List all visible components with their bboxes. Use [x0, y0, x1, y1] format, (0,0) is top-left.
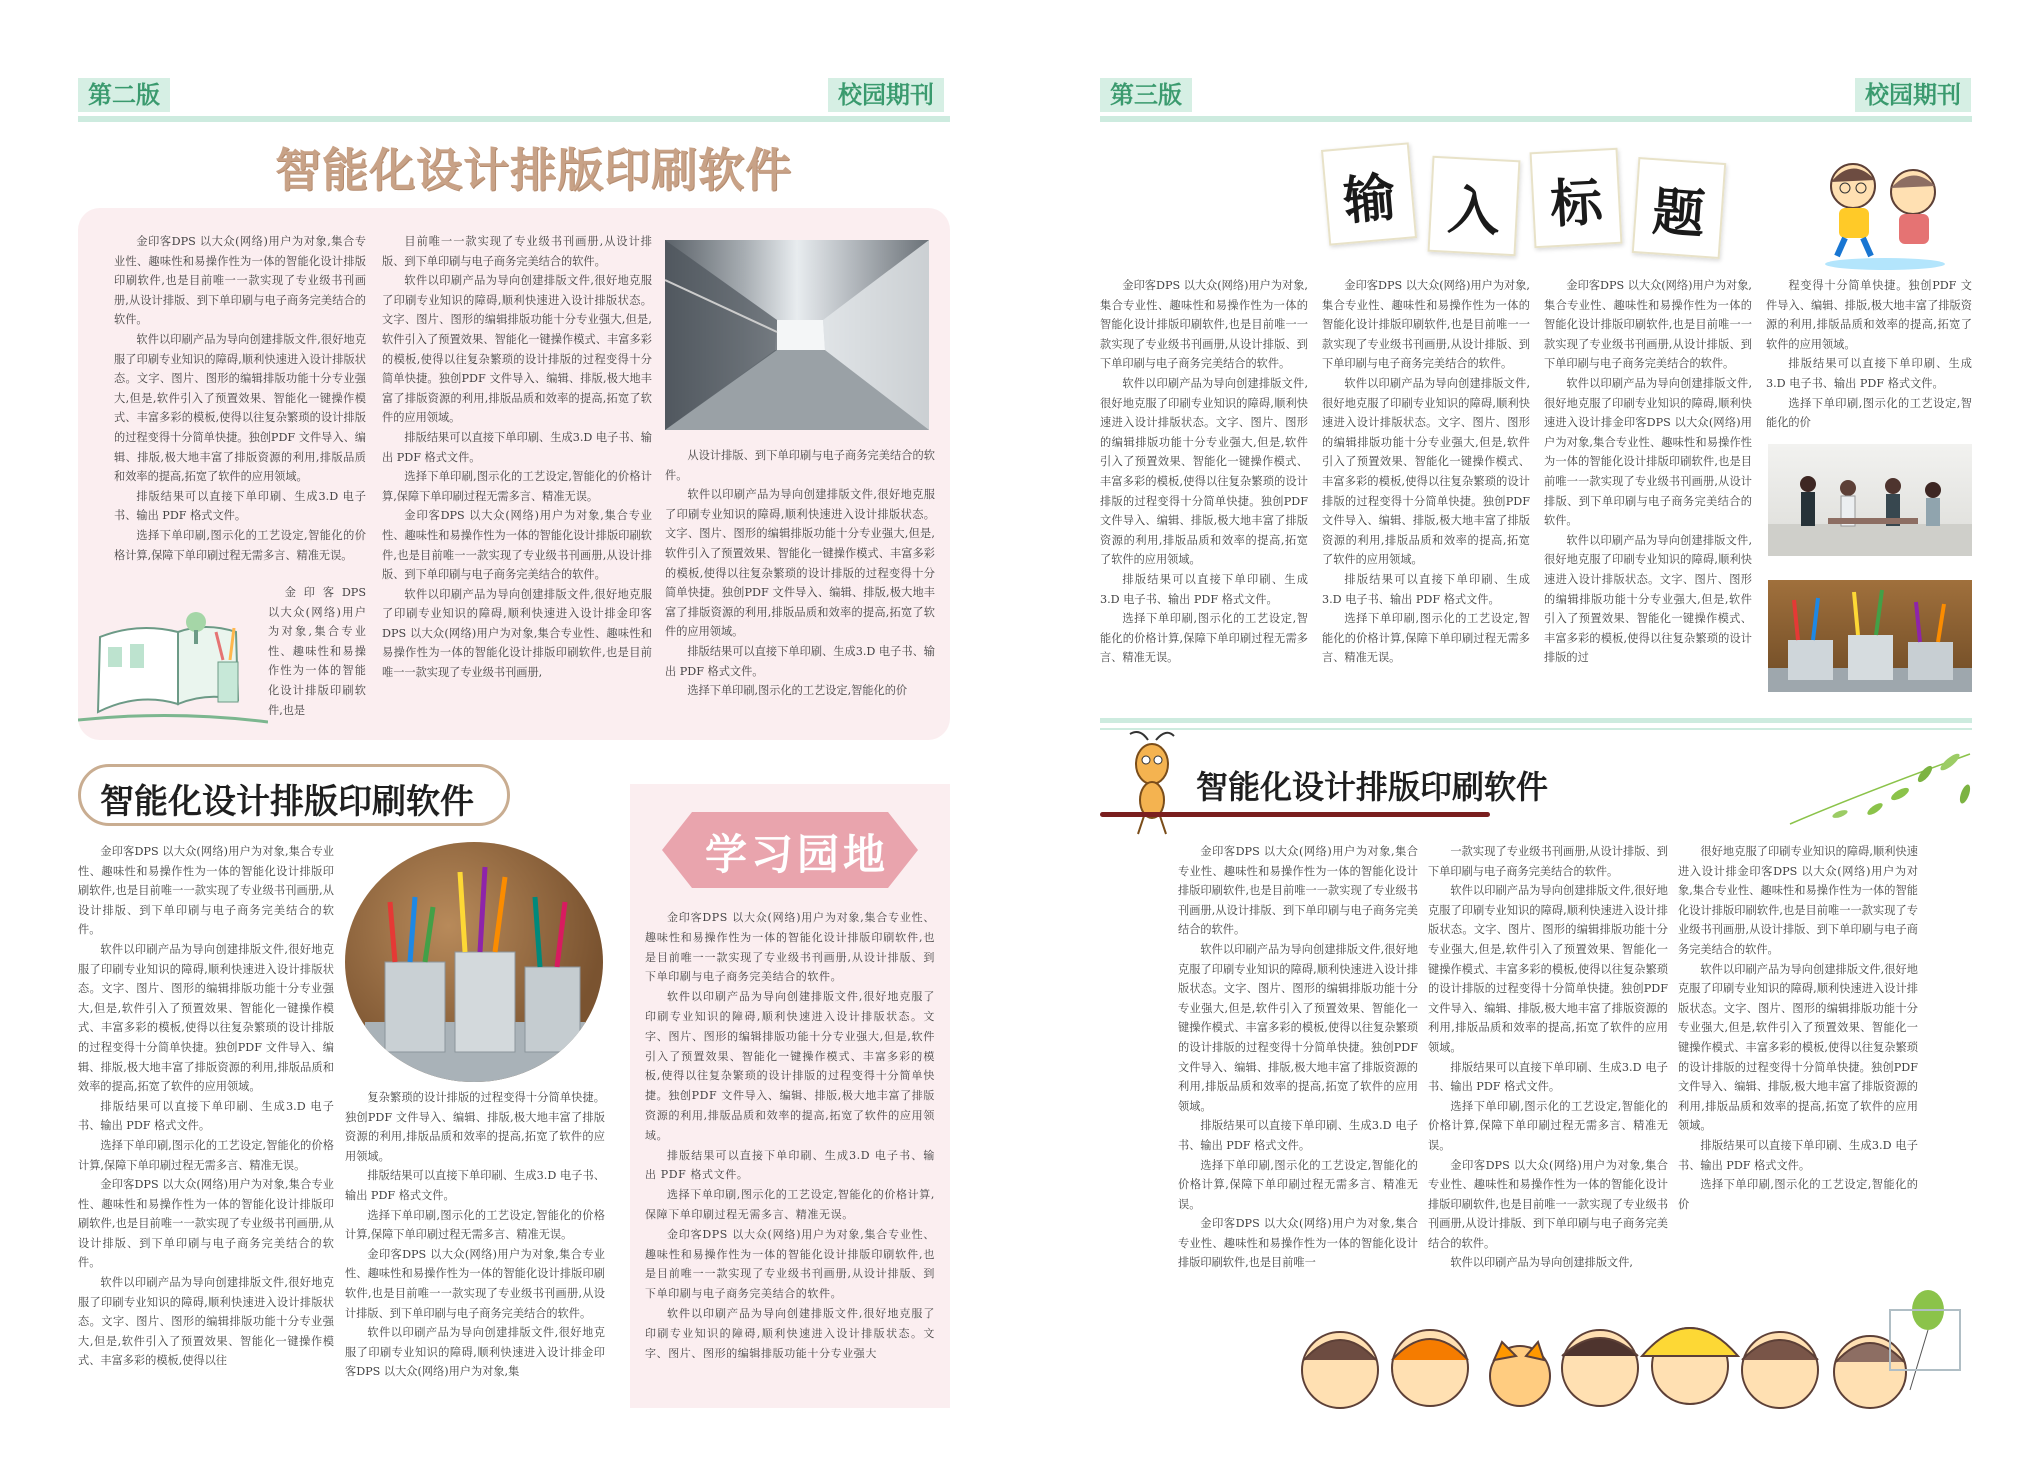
paragraph: 选择下单印刷,图示化的工艺设定,智能化的价格计算,保障下单印刷过程无需多言、精准无误。 — [1322, 612, 1530, 665]
kids-illustration — [1815, 152, 1955, 272]
meeting-photo — [1768, 444, 1972, 556]
paragraph: 软件以印刷产品为导向创建排版文件,很好地克服了印刷专业知识的障碍,顺利快速进入设计排版状态。文字、图片、图形的编辑排版功能十分专业强大,但是,软件引入了预置效果、智能化一键操作模式、丰富多彩的模板,使得以往复杂繁琐的设计排版的过程变得十分简单快捷。独创PDF 文件导入、编辑、排版,极大地丰富了排版资源的利用,排版品质和效率的提高,拓宽了软件的应用领域。 — [1322, 376, 1530, 567]
paragraph: 软件以印刷产品为导向创建排版文件,很好地克服了印刷专业知识的障碍,顺利快速进入设计排版状态。文字、图片、图形的编辑排版功能十分专业强大,但是,软件引入了预置效果、智能化一键操作模式、丰富多彩的模板,使得以往复杂繁琐的设计排版的过程变得十分简单快捷。独创PDF 文件导入、编辑、排版,极大地丰富了排版资源的利用,排版品质和效率的提高,拓宽了软件的应用领域。 — [1678, 962, 1918, 1133]
paragraph: 排版结果可以直接下单印刷、生成3.D 电子书、输出 PDF 格式文件。 — [1178, 1119, 1418, 1152]
children-illustration — [1280, 1290, 1970, 1430]
paragraph: 软件以印刷产品为导向创建排版文件,很好地克服了印刷专业知识的障碍,顺利快速进入设计排版状态。文字、图片、图形的编辑排版功能十分专业强大,但是,软件引入了预置效果、智能化一键操作模式、丰富多彩的模板,使得以往复杂繁琐的设计排版的过程变得十分简单快捷。独创PDF 文件导入、编辑、排版,极大地丰富了排版资源的利用,排版品质和效率的提高,拓宽了软件的应用领域。 — [1178, 942, 1418, 1113]
paragraph: 排版结果可以直接下单印刷、生成3.D 电子书、输出 PDF 格式文件。 — [1100, 572, 1308, 606]
block2-col2 — [345, 1088, 605, 1408]
paragraph: 排版结果可以直接下单印刷、生成3.D 电子书、输出 PDF 格式文件。 — [1766, 357, 1972, 390]
magazine-tag-left: 校园期刊 — [828, 78, 944, 112]
paragraph: 金印客DPS 以大众(网络)用户为对象,集合专业性、趣味性和易操作性为一体的智能化设计排版印刷软件,也是目前唯一一款实现了专业级书刊画册,从设计排版、到下单印刷与电子商务完美结合的软件。 — [114, 235, 366, 327]
paragraph: 排版结果可以直接下单印刷、生成3.D 电子书、输出 PDF 格式文件。 — [1678, 1138, 1918, 1172]
bottom-col2 — [1428, 842, 1668, 1302]
meeting-graphic — [1768, 444, 1972, 556]
paragraph: 排版结果可以直接下单印刷、生成3.D 电子书、输出 PDF 格式文件。 — [382, 430, 652, 464]
title-card-1: 输 — [1321, 142, 1417, 245]
bottom-title-underline — [1100, 812, 1490, 817]
right-divider-thin — [1100, 728, 1972, 730]
paragraph: 选择下单印刷,图示化的工艺设定,智能化的价 — [687, 684, 908, 698]
paragraph: 金印客DPS 以大众(网络)用户为对象,集合专业性、趣味性和易操作性为一体的智能化设计排版印刷软件,也是目前唯一一款实现了专业级书刊画册,从设计排版、到下单印刷与电子商务完美结合的软件。 — [1100, 279, 1308, 371]
title-card-2: 入 — [1428, 156, 1521, 256]
paragraph: 复杂繁琐的设计排版的过程变得十分简单快捷。独创PDF 文件导入、编辑、排版,极大地丰富了排版资源的利用,排版品质和效率的提高,拓宽了软件的应用领域。 — [345, 1091, 605, 1163]
paragraph: 从设计排版、到下单印刷与电子商务完美结合的软件。 — [665, 449, 935, 482]
magazine-tag-right: 校园期刊 — [1855, 78, 1971, 112]
pencils-rect-graphic — [1768, 580, 1972, 692]
block2-col1 — [78, 842, 334, 1408]
header-rule-left — [78, 116, 950, 122]
paragraph: 软件以印刷产品为导向创建排版文件,很好地克服了印刷专业知识的障碍,顺利快速进入设计排版状态。文字、图片、图形的编辑排版功能十分专业强大,但是,软件引入了预置效果、智能化一键操作模式、丰富多彩的模板,使得以往 — [78, 1276, 334, 1368]
paragraph: 选择下单印刷,图示化的工艺设定,智能化的价格计算,保障下单印刷过程无需多言、精准无误。 — [382, 470, 652, 503]
pencils-photo-circle — [345, 842, 603, 1082]
paragraph: 排版结果可以直接下单印刷、生成3.D 电子书、输出 PDF 格式文件。 — [1322, 572, 1530, 606]
paragraph: 排版结果可以直接下单印刷、生成3.D 电子书、输出 PDF 格式文件。 — [78, 1099, 334, 1133]
paragraph: 排版结果可以直接下单印刷、生成3.D 电子书、输出 PDF 格式文件。 — [345, 1169, 605, 1202]
right-top-col3 — [1544, 276, 1752, 706]
section-tag-left: 第二版 — [78, 78, 170, 112]
paragraph: 金印客DPS 以大众(网络)用户为对象,集合专业性、趣味性和易操作性为一体的智能化设计排版印刷软件,也是目前唯一一款实现了专业级书刊画册,从设计排版、到下单印刷与电子商务完美结合的软件。 — [78, 1178, 334, 1270]
section-tag-right: 第三版 — [1100, 78, 1192, 112]
paragraph: 一款实现了专业级书刊画册,从设计排版、到下单印刷与电子商务完美结合的软件。 — [1428, 845, 1668, 878]
paragraph: 选择下单印刷,图示化的工艺设定,智能化的价格计算,保障下单印刷过程无需多言、精准无误。 — [114, 528, 366, 562]
paragraph: 金印客DPS 以大众(网络)用户为对象,集合专业性、趣味性和易操作性为一体的智能化设计排版印刷软件,也是目前唯一一款实现了专业级书刊画册,从设计排版、到下单印刷与电子商务完美结合的软件。 — [645, 911, 935, 984]
paragraph: 很好地克服了印刷专业知识的障碍,顺利快速进入设计排金印客DPS 以大众(网络)用户为对象,集合专业性、趣味性和易操作性为一体的智能化设计排版印刷软件,也是目前唯一一款实现了专业级书刊画册,从设计排版、到下单印刷与电子商务完美结合的软件。 — [1678, 845, 1918, 956]
paragraph: 选择下单印刷,图示化的工艺设定,智能化的价格计算,保障下单印刷过程无需多言、精准无误。 — [1100, 612, 1308, 665]
right-top-col1 — [1100, 276, 1308, 706]
paragraph: 金印客DPS 以大众(网络)用户为对象,集合专业性、趣味性和易操作性为一体的智能化设计排版印刷软件,也是目前唯一一款实现了专业级书刊画册,从设计排版、到下单印刷与电子商务完美结合的软件。 — [345, 1247, 605, 1320]
paragraph: 软件以印刷产品为导向创建排版文件,很好地克服了印刷专业知识的障碍,顺利快速进入设计排版状态。文字、图片、图形的编辑排版功能十分专业强大,但是,软件引入了预置效果、智能化一键操作模式、丰富多彩的模板,使得以往复杂繁琐的设计排版的过程变得十分简单快捷。独创PDF 文件导入、编辑、排版,极大地丰富了排版资源的利用,排版品质和效率的提高,拓宽了软件的应用领域。 — [645, 990, 935, 1142]
paragraph: 软件以印刷产品为导向创建排版文件, — [1450, 1256, 1633, 1270]
paragraph: 软件以印刷产品为导向创建排版文件,很好地克服了印刷专业知识的障碍,顺利快速进入设计排金印客DPS 以大众(网络)用户为对象,集合专业性、趣味性和易操作性为一体的智能化设计排版印刷软件,也是目前唯一一款实现了专业级书刊画册, — [382, 587, 652, 680]
title-card-4: 题 — [1632, 157, 1726, 259]
block1-col1-tail-text: 金 印 客 DPS 以大众(网络)用户为对象,集合专业性、趣味性和易操作性为一体的智能化设计排版印刷软件,也是 — [268, 586, 366, 715]
paragraph: 金印客DPS 以大众(网络)用户为对象,集合专业性、趣味性和易操作性为一体的智能化设计排版印刷软件,也是目前唯一一款实现了专业级书刊画册,从设计排版、到下单印刷与电子商务完美结合的软件。 — [1544, 279, 1752, 371]
corridor-graphic — [665, 240, 929, 430]
paragraph: 软件以印刷产品为导向创建排版文件,很好地克服了印刷专业知识的障碍,顺利快速进入设计排版状态。文字、图片、图形的编辑排版功能十分专业强大,但是,软件引入了预置效果、智能化一键操作模式、丰富多彩的模板,使得以往复杂繁琐的设计排版的过程变得十分简单快捷。独创PDF 文件导入、编辑、排版,极大地丰富了排版资源的利用,排版品质和效率的提高,拓宽了软件的应用领域。 — [114, 332, 366, 484]
leaves-decoration — [1780, 734, 1980, 844]
paragraph: 软件以印刷产品为导向创建排版文件,很好地克服了印刷专业知识的障碍,顺利快速进入设计排版状态。文字、图片、图形的编辑排版功能十分专业强大,但是,软件引入了预置效果、智能化一键操作模式、丰富多彩的模板,使得以往复杂繁琐的设计排版的过程变得十分简单快捷。独创PDF 文件导入、编辑、排版,极大地丰富了排版资源的利用,排版品质和效率的提高,拓宽了软件的应用领域。 — [1428, 884, 1668, 1054]
paragraph: 选择下单印刷,图示化的工艺设定,智能化的价 — [1766, 396, 1972, 430]
paragraph: 软件以印刷产品为导向创建排版文件,很好地克服了印刷专业知识的障碍,顺利快速进入设计排金印客DPS 以大众(网络)用户为对象,集 — [345, 1326, 605, 1379]
block1-col3 — [665, 446, 935, 716]
paragraph: 程变得十分简单快捷。独创PDF 文件导入、编辑、排版,极大地丰富了排版资源的利用,排版品质和效率的提高,拓宽了软件的应用领域。 — [1766, 279, 1972, 351]
paragraph: 软件以印刷产品为导向创建排版文件,很好地克服了印刷专业知识的障碍,顺利快速进入设计排金印客DPS 以大众(网络)用户为对象,集合专业性、趣味性和易操作性为一体的智能化设计排版印刷软件,也是目前唯一一款实现了专业级书刊画册,从设计排版、到下单印刷与电子商务完美结合的软件。 — [1544, 376, 1752, 528]
paragraph: 金印客DPS 以大众(网络)用户为对象,集合专业性、趣味性和易操作性为一体的智能化设计排版印刷软件,也是目前唯一一款实现了专业级书刊画册,从设计排版、到下单印刷与电子商务完美结合的软件。 — [645, 1227, 935, 1301]
paragraph: 选择下单印刷,图示化的工艺设定,智能化的价格计算,保障下单印刷过程无需多言、精准无误。 — [1428, 1099, 1668, 1152]
bottom-col3 — [1678, 842, 1918, 1262]
study-text — [645, 908, 935, 1358]
paragraph: 软件以印刷产品为导向创建排版文件,很好地克服了印刷专业知识的障碍,顺利快速进入设计排版状态。文字、图片、图形的编辑排版功能十分专业强大,但是,软件引入了预置效果、智能化一键操作模式、丰富多彩的模板,使得以往复杂繁琐的设计排版的过程变得十分简单快捷。独创PDF 文件导入、编辑、排版,极大地丰富了排版资源的利用,排版品质和效率的提高,拓宽了软件的应用领域。 — [665, 488, 935, 639]
paragraph: 软件以印刷产品为导向创建排版文件,很好地克服了印刷专业知识的障碍,顺利快速进入设计排版状态。文字、图片、图形的编辑排版功能十分专业强大,但是,软件引入了预置效果、智能化一键操作模式、丰富多彩的模板,使得以往复杂繁琐的设计排版的过程变得十分简单快捷。独创PDF 文件导入、编辑、排版,极大地丰富了排版资源的利用,排版品质和效率的提高,拓宽了软件的应用领域。 — [78, 942, 334, 1094]
paragraph: 金印客DPS 以大众(网络)用户为对象,集合专业性、趣味性和易操作性为一体的智能化设计排版印刷软件,也是目前唯一一款实现了专业级书刊画册,从设计排版、到下单印刷与电子商务完美结合的软件。 — [1178, 845, 1418, 937]
block1-col1 — [114, 232, 366, 586]
paragraph: 软件以印刷产品为导向创建排版文件,很好地克服了印刷专业知识的障碍,顺利快速进入设计排版状态。文字、图片、图形的编辑排版功能十分专业强大,但是,软件引入了预置效果、智能化一键操作模式、丰富多彩的模板,使得以往复杂繁琐的设计排版的过程变得十分简单快捷。独创PDF 文件导入、编辑、排版,极大地丰富了排版资源的利用,排版品质和效率的提高,拓宽了软件的应用领域。 — [382, 274, 652, 425]
block2-title: 智能化设计排版印刷软件 — [100, 782, 474, 822]
study-title: 学习园地 — [705, 830, 890, 879]
paragraph: 选择下单印刷,图示化的工艺设定,智能化的价格计算,保障下单印刷过程无需多言、精准无误。 — [78, 1138, 334, 1172]
right-top-col4 — [1766, 276, 1972, 436]
pencils-graphic — [345, 842, 603, 1082]
paragraph: 选择下单印刷,图示化的工艺设定,智能化的价格计算,保障下单印刷过程无需多言、精准无误。 — [345, 1208, 605, 1242]
pencils-photo-rect — [1768, 580, 1972, 692]
paragraph: 软件以印刷产品为导向创建排版文件,很好地克服了印刷专业知识的障碍,顺利快速进入设计排版状态。文字、图片、图形的编辑排版功能十分专业强大 — [645, 1306, 935, 1358]
paragraph: 目前唯一一款实现了专业级书刊画册,从设计排版、到下单印刷与电子商务完美结合的软件。 — [382, 235, 652, 268]
bug-illustration — [1100, 730, 1200, 840]
paragraph: 软件以印刷产品为导向创建排版文件,很好地克服了印刷专业知识的障碍,顺利快速进入设计排版状态。文字、图片、图形的编辑排版功能十分专业强大,但是,软件引入了预置效果、智能化一键操作模式、丰富多彩的模板,使得以往复杂繁琐的设计排版的过 — [1544, 533, 1752, 665]
paragraph: 金印客DPS 以大众(网络)用户为对象,集合专业性、趣味性和易操作性为一体的智能化设计排版印刷软件,也是目前唯一 — [1178, 1217, 1418, 1270]
paragraph: 软件以印刷产品为导向创建排版文件,很好地克服了印刷专业知识的障碍,顺利快速进入设计排版状态。文字、图片、图形的编辑排版功能十分专业强大,但是,软件引入了预置效果、智能化一键操作模式、丰富多彩的模板,使得以往复杂繁琐的设计排版的过程变得十分简单快捷。独创PDF 文件导入、编辑、排版,极大地丰富了排版资源的利用,排版品质和效率的提高,拓宽了软件的应用领域。 — [1100, 376, 1308, 567]
header-rule-right — [1100, 116, 1972, 122]
corridor-photo — [665, 240, 929, 430]
paragraph: 排版结果可以直接下单印刷、生成3.D 电子书、输出 PDF 格式文件。 — [645, 1148, 935, 1182]
paragraph: 金印客DPS 以大众(网络)用户为对象,集合专业性、趣味性和易操作性为一体的智能化设计排版印刷软件,也是目前唯一一款实现了专业级书刊画册,从设计排版、到下单印刷与电子商务完美结合的软件。 — [382, 509, 652, 582]
right-top-col2 — [1322, 276, 1530, 706]
book-illustration — [78, 592, 268, 730]
paragraph: 排版结果可以直接下单印刷、生成3.D 电子书、输出 PDF 格式文件。 — [114, 489, 366, 523]
paragraph: 金印客DPS 以大众(网络)用户为对象,集合专业性、趣味性和易操作性为一体的智能化设计排版印刷软件,也是目前唯一一款实现了专业级书刊画册,从设计排版、到下单印刷与电子商务完美结合的软件。 — [1322, 279, 1530, 371]
paragraph: 金印客DPS 以大众(网络)用户为对象,集合专业性、趣味性和易操作性为一体的智能化设计排版印刷软件,也是目前唯一一款实现了专业级书刊画册,从设计排版、到下单印刷与电子商务完美结合的软件。 — [78, 845, 334, 937]
block1-col2 — [382, 232, 652, 714]
paragraph: 排版结果可以直接下单印刷、生成3.D 电子书、输出 PDF 格式文件。 — [665, 644, 935, 678]
paragraph: 选择下单印刷,图示化的工艺设定,智能化的价 — [1678, 1178, 1918, 1211]
title-card-3: 标 — [1530, 148, 1623, 248]
bottom-col1 — [1178, 842, 1418, 1302]
paragraph: 金印客DPS 以大众(网络)用户为对象,集合专业性、趣味性和易操作性为一体的智能化设计排版印刷软件,也是目前唯一一款实现了专业级书刊画册,从设计排版、到下单印刷与电子商务完美结合的软件。 — [1428, 1158, 1668, 1250]
bottom-title: 智能化设计排版印刷软件 — [1196, 768, 1549, 806]
paragraph: 选择下单印刷,图示化的工艺设定,智能化的价格计算,保障下单印刷过程无需多言、精准无误。 — [645, 1188, 935, 1221]
paragraph: 排版结果可以直接下单印刷、生成3.D 电子书、输出 PDF 格式文件。 — [1428, 1060, 1668, 1094]
block1-col1-tail — [268, 583, 366, 715]
paragraph: 选择下单印刷,图示化的工艺设定,智能化的价格计算,保障下单印刷过程无需多言、精准无误。 — [1178, 1158, 1418, 1211]
right-divider — [1100, 718, 1972, 723]
main-title-left: 智能化设计排版印刷软件 — [275, 143, 792, 197]
